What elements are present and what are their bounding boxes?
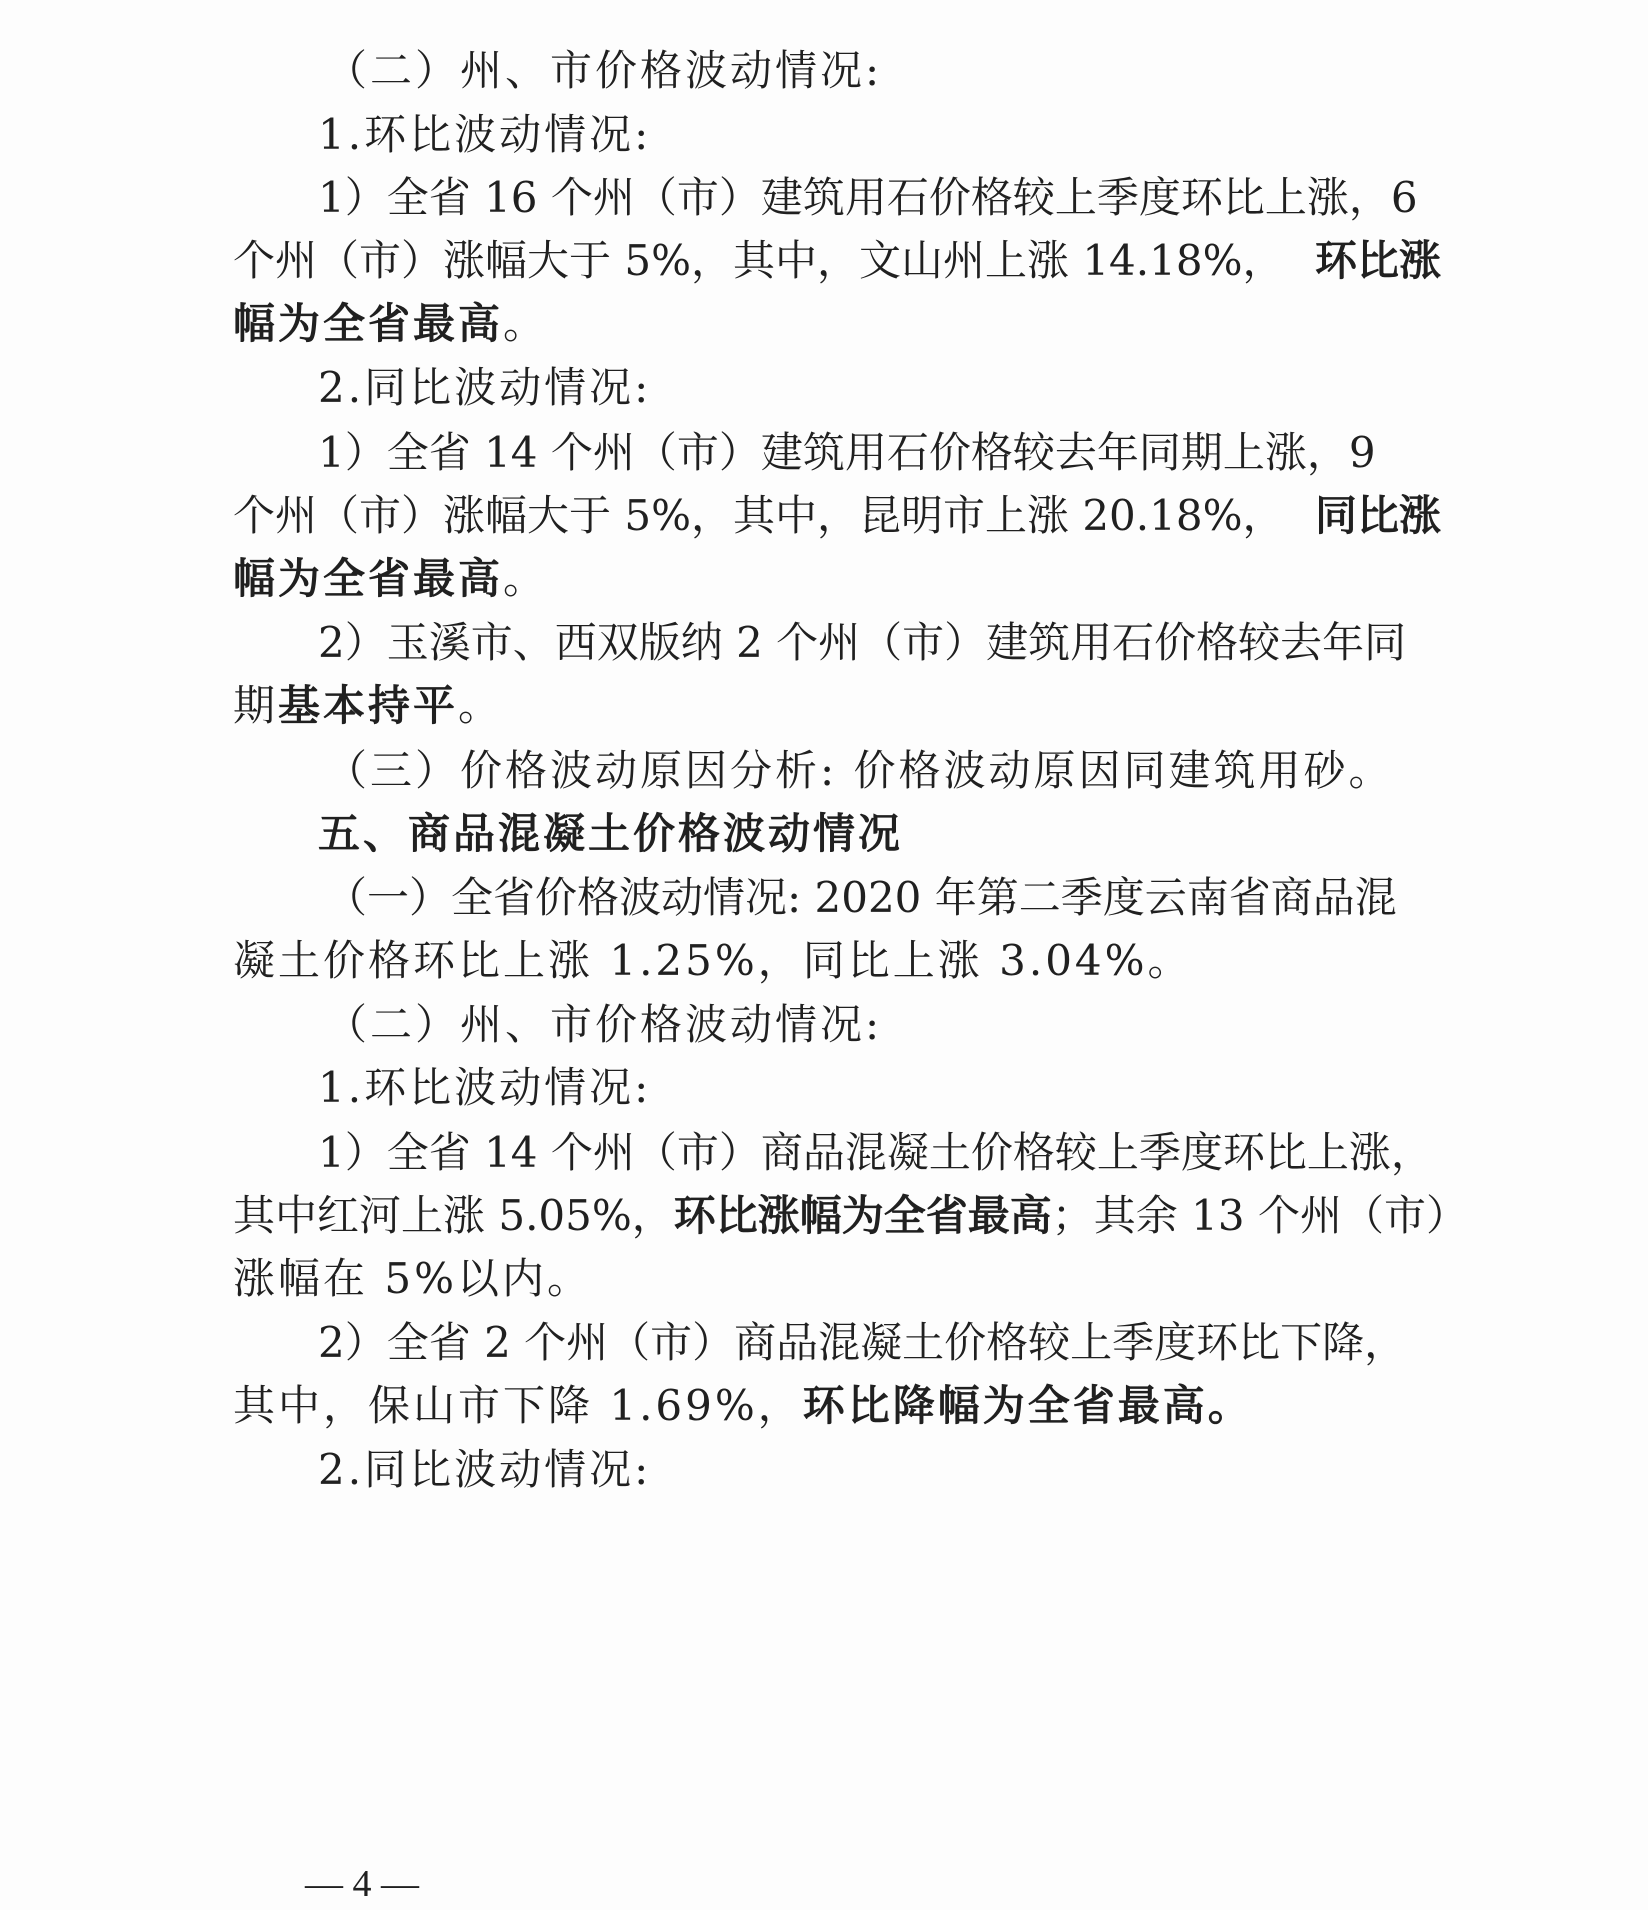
bold-text: 环比降幅为全省最高。 <box>802 1381 1253 1430</box>
paragraph-line <box>318 165 1441 225</box>
text-run: 1）全省 14 个州（市）商品混凝土价格较上季度环比上涨， <box>318 1128 1433 1177</box>
paragraph-line <box>233 673 503 733</box>
paragraph-line <box>233 228 1441 288</box>
section-heading: （二）州、市价格波动情况: <box>325 46 883 95</box>
bold-text: 幅为全省最高 <box>233 554 504 603</box>
bold-text: 环比涨幅为全省最高 <box>673 1191 1052 1240</box>
text-run: 2）全省 2 个州（市）商品混凝土价格较上季度环比下降， <box>318 1318 1407 1367</box>
subsection-heading: 2.同比波动情况: <box>318 1445 652 1494</box>
paragraph-line <box>233 1183 1468 1243</box>
bold-text: 幅为全省最高 <box>233 299 504 348</box>
section-heading: （二）州、市价格波动情况: <box>325 1000 883 1049</box>
bold-text: 基本持平 <box>278 681 459 730</box>
paragraph-line <box>318 610 1441 670</box>
subsection-heading: 1.环比波动情况: <box>318 110 652 159</box>
text-run: 1）全省 14 个州（市）建筑用石价格较去年同期上涨，9 <box>318 428 1376 477</box>
paragraph-line <box>318 420 1441 480</box>
page-number: — 4 — <box>305 1863 419 1905</box>
paragraph-line <box>233 546 548 606</box>
text-run: 期 <box>233 681 279 730</box>
text-run: 其中红河上涨 5.05%， <box>233 1191 674 1240</box>
chapter-heading: 五、商品混凝土价格波动情况 <box>318 809 904 858</box>
text-run: 。 <box>503 299 549 348</box>
text-run: 个州（市）涨幅大于 5%，其中，文山州上涨 14.18%， <box>233 236 1285 285</box>
text-run: （一）全省价格波动情况: 2020 年第二季度云南省商品混 <box>325 873 1397 922</box>
text-run: 1）全省 16 个州（市）建筑用石价格较上季度环比上涨，6 <box>318 173 1418 222</box>
paragraph-line <box>233 1373 1253 1433</box>
bold-text: 同比涨 <box>1314 491 1441 540</box>
paragraph-line <box>318 1120 1441 1180</box>
subsection-heading: 2.同比波动情况: <box>318 363 652 412</box>
paragraph-line <box>318 1310 1441 1370</box>
text-run: 其中，保山市下降 1.69%， <box>233 1381 803 1430</box>
text-run: 。 <box>503 554 549 603</box>
text-run: 个州（市）涨幅大于 5%，其中，昆明市上涨 20.18%， <box>233 491 1285 540</box>
bold-text: 环比涨 <box>1314 236 1441 285</box>
section-heading: （三）价格波动原因分析: 价格波动原因同建筑用砂。 <box>325 746 1394 795</box>
paragraph-line <box>325 865 1441 925</box>
paragraph-line <box>233 291 548 351</box>
paragraph-line: 涨幅在 5%以内。 <box>233 1254 592 1303</box>
subsection-heading: 1.环比波动情况: <box>318 1063 652 1112</box>
paragraph-line <box>233 483 1441 543</box>
text-run: 。 <box>458 681 504 730</box>
text-run: 2）玉溪市、西双版纳 2 个州（市）建筑用石价格较去年同 <box>318 618 1407 667</box>
text-run: ；其余 13 个州（市） <box>1051 1191 1468 1240</box>
paragraph-line: 凝土价格环比上涨 1.25%，同比上涨 3.04%。 <box>233 936 1193 985</box>
